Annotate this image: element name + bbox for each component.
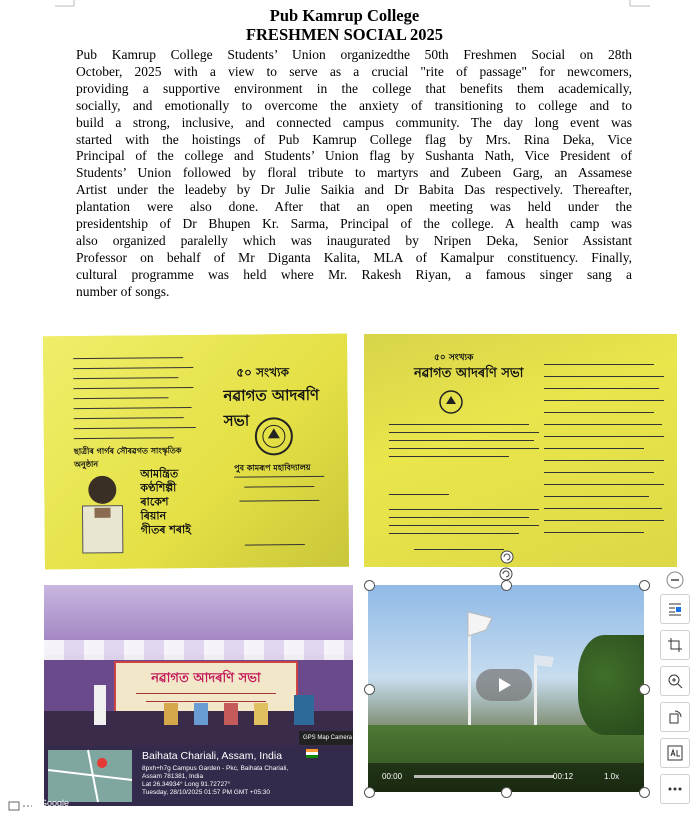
more-options-button[interactable]: [660, 774, 690, 804]
location-address-2: Assam 781381, India: [142, 773, 204, 780]
invitation-photo-inside[interactable]: [364, 334, 677, 567]
paragraph-line: October, 2025 with a view to serve as a crucial "rite of passage" for newcomers,: [76, 63, 632, 79]
zoom-in-icon: [667, 673, 683, 689]
paragraph-line: Artist under the leadeby by Dr Julie Saikia and Dr Babita Das respectively. Thereafter,: [76, 182, 632, 198]
collapse-toolbar-icon[interactable]: [666, 571, 684, 589]
map-thumbnail: [40, 750, 132, 808]
crop-icon: [667, 637, 683, 653]
flag-video[interactable]: [368, 585, 644, 792]
artist-lines: [140, 467, 191, 537]
artist-portrait: [72, 468, 133, 554]
white-flag: [464, 610, 494, 640]
video-speed[interactable]: 1.0x: [604, 772, 620, 781]
invite-heading: নৱাগত আদৰণি সভা: [414, 366, 524, 381]
paragraph-line: also organized paralelly which was inaugurated by Nripen Deka, Senior Assistant: [76, 232, 632, 248]
rotate-button[interactable]: [660, 702, 690, 732]
artist-line: গীতৰ শৰাই: [140, 523, 191, 537]
paragraph-line: providing a supportive environment in the college that benefits them academically,: [76, 80, 632, 96]
alt-text-icon: [667, 745, 683, 761]
resize-handle[interactable]: [364, 684, 375, 695]
zoom-button[interactable]: [660, 666, 690, 696]
video-time-total: 00:12: [553, 772, 574, 781]
status-layout-icon[interactable]: [8, 800, 34, 812]
artist-line: আমন্ত্ৰিত: [140, 467, 179, 481]
invite-heading: নৱাগত আদৰণি সভা: [223, 385, 320, 430]
tent-drape: [44, 640, 353, 660]
resize-handle[interactable]: [639, 684, 650, 695]
location-datetime: Tuesday, 28/10/2025 01:57 PM GMT +05:30: [142, 789, 270, 796]
document-paragraph: [76, 47, 632, 301]
google-logo: Google: [40, 798, 70, 808]
resize-handle[interactable]: [364, 787, 375, 798]
paragraph-line: Principal of the college and Students’ Union flag by Sushanta Nath, Vice President of: [76, 148, 632, 164]
wrap-text-icon: [667, 601, 683, 617]
gps-badge: [299, 731, 353, 745]
artist-line: কণ্ঠশিল্পী: [140, 481, 177, 495]
resize-handle[interactable]: [364, 580, 375, 591]
india-flag-icon: [306, 749, 318, 758]
alt-text-button[interactable]: [660, 738, 690, 768]
crop-button[interactable]: [660, 630, 690, 660]
invite-college-name: পুব কামৰূপ মহাবিদ্যালয়: [234, 463, 311, 473]
college-emblem-icon: [438, 389, 464, 415]
event-stage-photo[interactable]: [40, 585, 353, 808]
paragraph-line: number of songs.: [76, 283, 170, 299]
layout-options-button[interactable]: [660, 594, 690, 624]
rotate-icon: [667, 709, 683, 725]
video-time-elapsed: 00:00: [382, 772, 403, 781]
location-latlong: Lat 26.34934° Long 91.72727°: [142, 781, 231, 788]
artist-line: ৰাকেশ: [140, 495, 169, 509]
flag: [530, 653, 556, 671]
paragraph-line: Professor on behalf of Mr Diganta Kalita, MLA of Kamalpur constituency. Finally,: [76, 249, 632, 265]
paragraph-line: Pub Kamrup College Students’ Union organizedthe 50th Freshmen Social on 28th: [76, 47, 632, 62]
invite-heading-number: ৫০ সংখ্যক: [236, 365, 289, 380]
location-address: 8pxh+h7g Campus Garden - Pkc, Baihata Chariali,: [142, 765, 289, 772]
location-place: Baihata Chariali, Assam, India: [142, 750, 283, 762]
rotate-icon[interactable]: [500, 550, 514, 564]
location-overlay: [40, 746, 353, 808]
document-subtitle: FRESHMEN SOCIAL 2025: [245, 25, 444, 44]
tree-foliage: [578, 635, 644, 735]
resize-handle[interactable]: [639, 580, 650, 591]
paragraph-line: Students’ Union followed by floral tribute to martyrs and Zubeen Garg, an Assamese: [76, 165, 632, 181]
paragraph-line: build a strong, inclusive, and connected campus community. The day long event was: [76, 114, 632, 130]
play-icon: [495, 676, 513, 694]
more-icon: [667, 781, 683, 797]
college-emblem-icon: [254, 416, 294, 456]
resize-handle[interactable]: [501, 787, 512, 798]
paragraph-line: plantation were also done. After that an open meeting was held under the: [76, 199, 632, 215]
gps-badge-text: GPS Map Camera: [303, 735, 353, 741]
resize-handle[interactable]: [639, 787, 650, 798]
rotate-handle-icon[interactable]: [498, 566, 514, 582]
paragraph-line: presidentship of Dr Bhupen Kr. Sarma, Principal of the college. A health camp was: [76, 216, 632, 232]
invitation-photo-front[interactable]: [43, 334, 349, 570]
paragraph-line: socially, and emotionally to overcome the anxiety of transitioning to college and to: [76, 97, 632, 113]
paragraph-line: started with the hoistings of Pub Kamrup College flag by Mrs. Rina Deka, Vice: [76, 131, 632, 147]
document-title-block: [0, 6, 689, 44]
stage-banner-text: নৱাগত আদৰণি সভা: [151, 671, 261, 686]
play-button[interactable]: [476, 669, 532, 701]
document-title: Pub Kamrup College: [269, 6, 420, 25]
artist-line: ৰিয়ান: [140, 509, 167, 523]
video-progress-bar[interactable]: [414, 775, 554, 778]
left-panel-title: ছাত্ৰীৰ গাৰ্গৰ সৌৰৱগত সাংস্কৃতিক অনুষ্ঠান: [73, 446, 182, 470]
paragraph-line: cultural programme was held where Mr. Rakesh Riyan, a famous singer sang a: [76, 266, 632, 282]
invite-heading-number: ৫০ সংখ্যক: [434, 353, 474, 363]
